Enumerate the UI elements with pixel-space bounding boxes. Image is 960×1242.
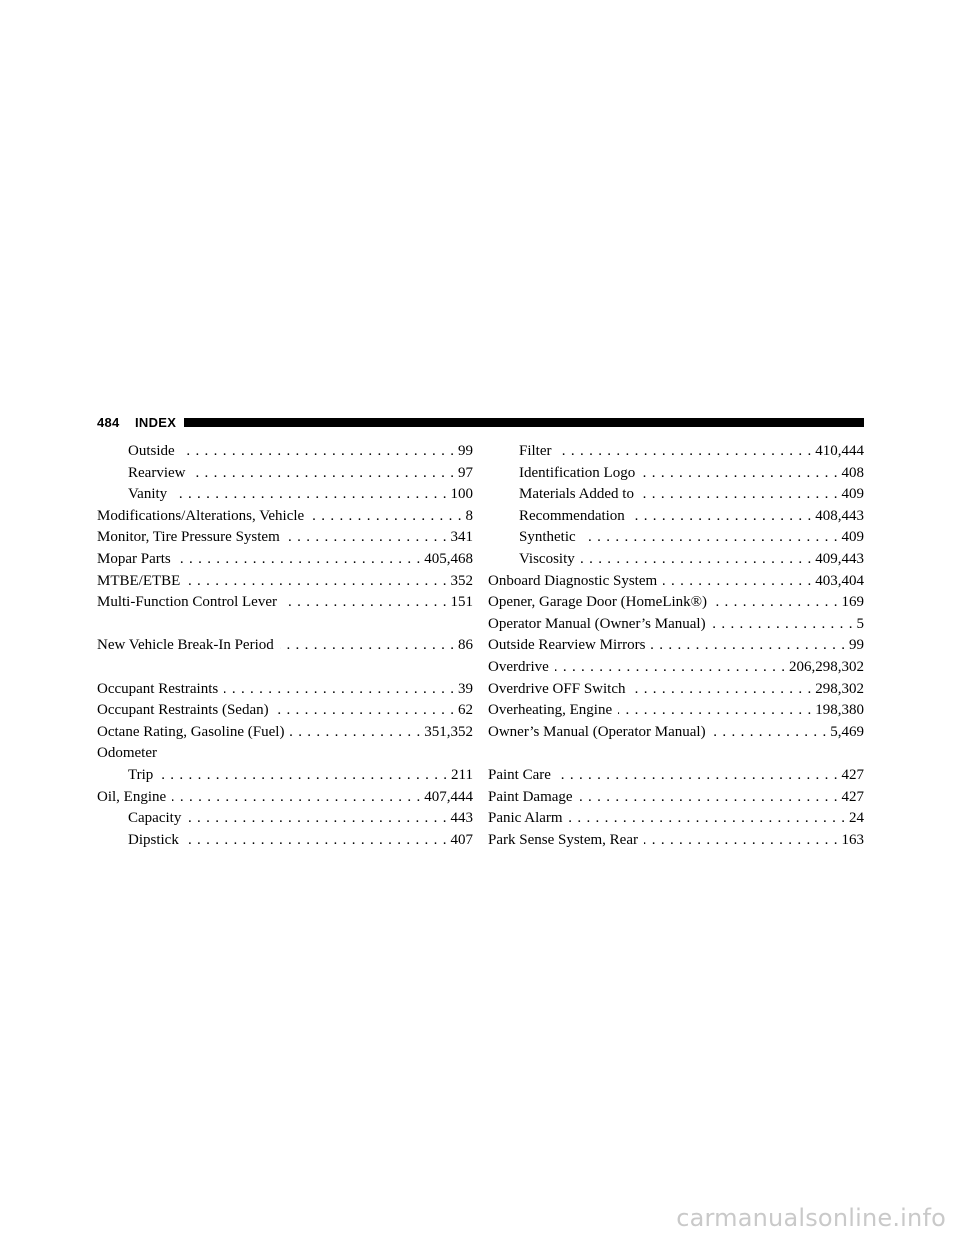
dot-leader: [651, 635, 845, 657]
index-entry: [97, 787, 473, 809]
index-term: Park Sense System, Rear: [488, 831, 638, 848]
index-entry: [97, 700, 473, 722]
watermark: carmanualsonline.info: [676, 1204, 946, 1232]
index-term: Synthetic: [519, 529, 576, 546]
page-reference: 298,302: [815, 680, 864, 697]
index-term: Panic Alarm: [488, 810, 563, 827]
dot-leader: [173, 484, 446, 506]
index-entry: [97, 527, 473, 549]
page-reference: 341: [450, 529, 473, 546]
index-entry: [488, 700, 864, 722]
index-term: Onboard Diagnostic System: [488, 572, 658, 589]
index-term: Monitor, Tire Pressure System: [97, 529, 280, 546]
index-term: Multi-Function Control Lever: [97, 594, 277, 611]
page-reference: 427: [841, 766, 864, 783]
index-entry: [488, 484, 864, 506]
index-column-left: [97, 441, 473, 851]
page-reference: 352: [450, 572, 473, 589]
page-reference: 97: [458, 464, 473, 481]
index-entry: [97, 463, 473, 485]
dot-leader: [186, 571, 446, 593]
index-term: Paint Care: [488, 766, 551, 783]
page-reference: 62: [458, 702, 473, 719]
index-term: Octane Rating, Gasoline (Fuel): [97, 723, 285, 740]
page-number: 484: [97, 415, 120, 430]
index-term: Vanity: [128, 486, 168, 503]
index-entry: [97, 484, 473, 506]
index-entry: [488, 614, 864, 636]
dot-leader: [191, 463, 454, 485]
dot-leader: [286, 527, 447, 549]
page-reference: 408,443: [815, 507, 864, 524]
page-reference: 8: [465, 507, 473, 524]
dot-leader: [310, 506, 461, 528]
page-reference: 206,298,302: [789, 658, 864, 675]
dot-leader: [283, 592, 447, 614]
dot-leader: [581, 549, 811, 571]
dot-leader: [632, 679, 812, 701]
dot-leader: [582, 527, 838, 549]
page-reference: 198,380: [815, 702, 864, 719]
dot-leader: [555, 657, 785, 679]
page-header: [97, 413, 864, 433]
index-entry: [97, 549, 473, 571]
dot-leader: [631, 506, 811, 528]
index-term: Operator Manual (Owner’s Manual): [488, 615, 706, 632]
index-term: Paint Damage: [488, 788, 573, 805]
dot-leader: [557, 765, 838, 787]
dot-leader: [641, 463, 837, 485]
index-term: Overdrive OFF Switch: [488, 680, 626, 697]
index-term: Outside: [128, 443, 175, 459]
index-term: Rearview: [128, 464, 186, 481]
page-reference: 403,404: [815, 572, 864, 589]
index-term: Occupant Restraints: [97, 680, 219, 697]
index-entry: [488, 657, 864, 679]
dot-leader: [177, 549, 421, 571]
dot-leader: [644, 830, 838, 852]
section-title: INDEX: [135, 415, 177, 430]
index-term: Dipstick: [128, 831, 179, 848]
dot-leader: [280, 635, 454, 657]
index-entry: [488, 549, 864, 571]
page-reference: 351,352: [424, 723, 473, 740]
index-entry: [488, 830, 864, 852]
page-reference: 100: [450, 486, 473, 503]
dot-leader: [579, 787, 838, 809]
page-reference: 24: [849, 810, 864, 827]
index-entry: [97, 808, 473, 830]
index-column-right: [488, 441, 864, 851]
index-entry: [97, 679, 473, 701]
dot-leader: [558, 441, 812, 463]
index-entry: [97, 830, 473, 852]
page-reference: 5: [856, 615, 864, 632]
index-entry: [97, 571, 473, 593]
page-reference: 211: [451, 766, 473, 783]
page-reference: 407,444: [424, 788, 473, 805]
index-entry: [488, 506, 864, 528]
index-entry: [488, 679, 864, 701]
dot-leader: [187, 808, 446, 830]
entry-spacer: [97, 614, 473, 636]
index-term: Outside Rearview Mirrors: [488, 637, 646, 654]
index-term: Opener, Garage Door (HomeLink®): [488, 594, 708, 611]
page-reference: 169: [841, 594, 864, 611]
index-term: Overheating, Engine: [488, 702, 613, 719]
index-entry: [488, 463, 864, 485]
dot-leader: [712, 614, 853, 636]
dot-leader: [618, 700, 811, 722]
dot-leader: [569, 808, 845, 830]
page-reference: 410,444: [815, 443, 864, 459]
page-reference: 443: [450, 810, 473, 827]
index-term: Mopar Parts: [97, 550, 171, 567]
dot-leader: [185, 830, 447, 852]
dot-leader: [224, 679, 454, 701]
page-reference: 163: [841, 831, 864, 848]
index-term: Owner’s Manual (Operator Manual): [488, 723, 706, 740]
dot-leader: [159, 765, 447, 787]
dot-leader: [275, 700, 454, 722]
page-reference: 407: [450, 831, 473, 848]
dot-leader: [172, 787, 420, 809]
index-entry: [97, 743, 473, 765]
index-term: Identification Logo: [519, 464, 636, 481]
index-term: Materials Added to: [519, 486, 634, 503]
index-entry: [488, 808, 864, 830]
dot-leader: [290, 722, 420, 744]
index-term: Oil, Engine: [97, 788, 167, 805]
index-entry: [97, 592, 473, 614]
index-entry: [488, 765, 864, 787]
page-reference: 427: [841, 788, 864, 805]
index-term: Capacity: [128, 810, 182, 827]
page-reference: 409,443: [815, 550, 864, 567]
index-term: Filter: [519, 443, 552, 459]
index-entry: [97, 506, 473, 528]
index-entry: [97, 765, 473, 787]
index-term: Modifications/Alterations, Vehicle: [97, 507, 305, 524]
page-reference: 151: [450, 594, 473, 611]
entry-spacer: [97, 657, 473, 679]
index-entry: [97, 441, 473, 463]
page-reference: 99: [849, 637, 864, 654]
index-term: MTBE/ETBE: [97, 572, 181, 589]
index-term: New Vehicle Break-In Period: [97, 637, 274, 654]
index-term: Trip: [128, 766, 154, 783]
index-term: Occupant Restraints (Sedan): [97, 702, 269, 719]
page-reference: 5,469: [830, 723, 864, 740]
index-entry: [97, 722, 473, 744]
index-entry: [97, 635, 473, 657]
index-entry: [488, 722, 864, 744]
index-entry: [488, 592, 864, 614]
index-entry: [488, 787, 864, 809]
index-term: Recommendation: [519, 507, 625, 524]
page-reference: 409: [841, 529, 864, 546]
entry-spacer: [488, 743, 864, 765]
page-reference: 409: [841, 486, 864, 503]
dot-leader: [712, 722, 827, 744]
page-reference: 99: [458, 443, 473, 459]
dot-leader: [640, 484, 838, 506]
page-reference: 39: [458, 680, 473, 697]
page-reference: 408: [841, 464, 864, 481]
dot-leader: [663, 571, 811, 593]
dot-leader: [181, 441, 454, 463]
index-entry: [488, 527, 864, 549]
index-entry: [488, 571, 864, 593]
index-entry: [488, 441, 864, 463]
index-term: Viscosity: [519, 550, 575, 567]
page-reference: 86: [458, 637, 473, 654]
index-entry: [488, 635, 864, 657]
index-term: Odometer: [97, 745, 157, 762]
dot-leader: [713, 592, 837, 614]
index-term: Overdrive: [488, 658, 549, 675]
page-reference: 405,468: [424, 550, 473, 567]
header-rule: [184, 418, 864, 427]
